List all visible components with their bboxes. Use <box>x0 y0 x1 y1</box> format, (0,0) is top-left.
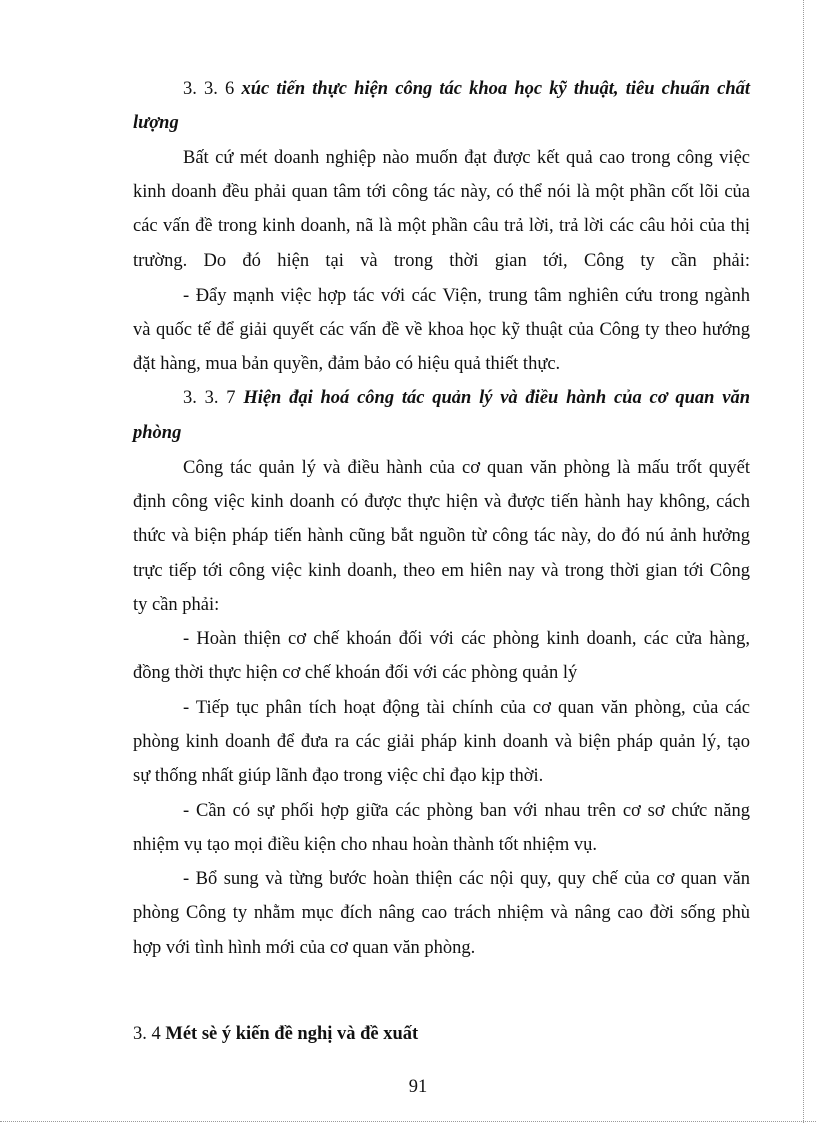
paragraph-line: đặt hàng, mua bản quyền, đảm bảo có hiệu quả thiết thực. <box>133 354 561 374</box>
page-border-bottom <box>0 1121 816 1122</box>
paragraph-line: kinh doanh đều phải quan tâm tới công tác này, có thể nói là một phần cốt lõi của <box>133 182 750 202</box>
paragraph-line: đồng thời thực hiện cơ chế khoán đối với các phòng quản lý <box>133 663 578 683</box>
section-title: xúc tiến thực hiện công tác khoa học kỹ thuật, tiêu chuẩn chất <box>241 79 751 99</box>
paragraph-line: Công tác quản lý và điều hành của cơ quan văn phòng là mấu trốt quyết <box>183 458 750 478</box>
bullet-line: - Tiếp tục phân tích hoạt động tài chính của cơ quan văn phòng, của các <box>183 698 750 718</box>
bullet-line: - Hoàn thiện cơ chế khoán đối với các phòng kinh doanh, các cửa hàng, <box>183 629 750 649</box>
page-number: 91 <box>408 1077 428 1097</box>
bullet-line: - Bổ sung và từng bước hoàn thiện các nội quy, quy chế của cơ quan văn <box>183 869 750 889</box>
paragraph-line: Bất cứ mét doanh nghiệp nào muốn đạt được kết quả cao trong công việc <box>183 148 750 168</box>
section-title: Mét sè ý kiến đề nghị và đề xuất <box>165 1024 419 1044</box>
section-number: 3. 3. 6 <box>183 79 242 99</box>
page-border-right <box>803 0 804 1123</box>
paragraph-line: trường. Do đó hiện tại và trong thời gian tới, Công ty cần phải: <box>133 251 750 271</box>
section-heading-337-cont: phòng <box>133 423 182 443</box>
paragraph-line: định công việc kinh doanh có được thực hiện và được tiến hành hay không, cách <box>133 492 750 512</box>
section-heading-337 <box>183 387 750 409</box>
section-number: 3. 4 <box>133 1024 166 1044</box>
paragraph-line: ty cần phải: <box>133 595 220 615</box>
section-title: Hiện đại hoá công tác quản lý và điều hành của cơ quan văn <box>243 388 750 408</box>
bullet-line: - Cần có sự phối hợp giữa các phòng ban với nhau trên cơ sơ chức năng <box>183 801 750 821</box>
bullet-line: - Đẩy mạnh việc hợp tác với các Viện, trung tâm nghiên cứu trong ngành <box>183 286 750 306</box>
section-number: 3. 3. 7 <box>183 388 244 408</box>
paragraph-line: phòng Công ty nhằm mục đích nâng cao trách nhiệm và nâng cao đời sống phù <box>133 903 750 923</box>
paragraph-line: các vấn đề trong kinh doanh, nã là một phần câu trả lời, trả lời các câu hỏi của thị <box>133 216 750 236</box>
paragraph-line: trực tiếp tới công việc kinh doanh, theo em hiên nay và trong thời gian tới Công <box>133 561 750 581</box>
section-heading-336-cont: lượng <box>133 113 179 133</box>
paragraph-line: phòng kinh doanh để đưa ra các giải pháp kinh doanh và biện pháp quản lý, tạo <box>133 732 750 752</box>
paragraph-line: hợp với tình hình mới của cơ quan văn phòng. <box>133 938 476 958</box>
paragraph-line: sự thống nhất giúp lãnh đạo trong việc chỉ đạo kịp thời. <box>133 766 544 786</box>
section-heading-34 <box>133 1023 418 1045</box>
paragraph-line: nhiệm vụ tạo mọi điều kiện cho nhau hoàn thành tốt nhiệm vụ. <box>133 835 597 855</box>
paragraph-line: thức và biện pháp tiến hành cũng bắt nguồn từ công tác này, do đó nú ảnh hưởng <box>133 526 750 546</box>
paragraph-line: và quốc tế để giải quyết các vấn đề về khoa học kỹ thuật của Công ty theo hướng <box>133 320 750 340</box>
section-heading-336 <box>183 78 750 100</box>
